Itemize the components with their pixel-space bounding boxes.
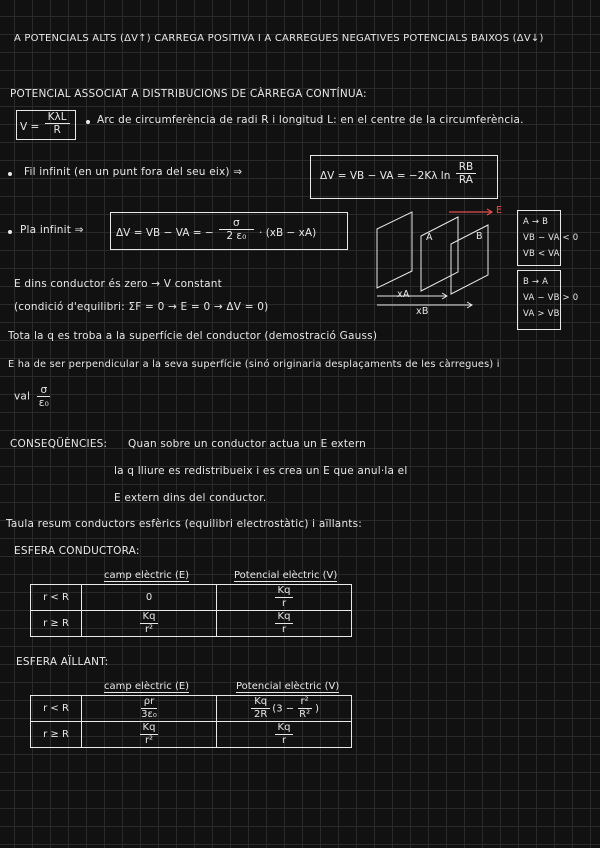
sc-row2-r: r ≥ R: [31, 611, 82, 637]
plane-1: [377, 212, 412, 288]
diagram-label-b: B: [476, 231, 483, 242]
si-row1-r: r < R: [31, 696, 82, 722]
box-ba-line2: VA − VB > 0: [523, 293, 579, 303]
consequences-line-1: Quan sobre un conductor actua un E extern: [128, 438, 367, 450]
planes-diagram: [0, 0, 1, 1]
sc-row1-r: r < R: [31, 585, 82, 611]
si-row2-v: [217, 722, 352, 748]
si-row1-v-den: 2R: [253, 709, 268, 720]
box-ab-line1: A → B: [523, 217, 549, 227]
box-ba-line3: VA > VB: [523, 309, 560, 319]
si-col1-header: camp elèctric (E): [104, 681, 190, 692]
field-arrow: [449, 209, 492, 215]
arc-bullet: [86, 120, 90, 124]
si-row1-e-den: 3ε₀: [141, 709, 157, 720]
sc-row1-v-num: Kq: [275, 585, 294, 598]
sphere-conductor-table: [30, 584, 352, 637]
plane-frac-den: 2 ε₀: [226, 230, 247, 242]
consequences-line-2: la q lliure es redistribueix i es crea un E que anul·la el: [114, 465, 408, 477]
table-row: [31, 611, 352, 637]
conductor-val-den: ε₀: [38, 397, 50, 409]
wire-bullet: [8, 172, 12, 176]
plane-bullet: [8, 230, 12, 234]
wire-description: Fil infinit (en un punt fora del seu eix) ⇒: [24, 166, 243, 178]
wire-formula: ΔV = VB − VA = −2Kλ ln: [320, 170, 451, 182]
sc-row2-e: [82, 611, 217, 637]
sc-row2-v-den: r: [281, 624, 287, 635]
conductor-line-1: E dins conductor és zero → V constant: [14, 278, 222, 290]
si-col2-header: Potencial elèctric (V): [236, 681, 340, 692]
plane-description: Pla infinit ⇒: [20, 224, 84, 236]
conductor-line-2: (condició d'equilibri: ΣF = 0 → E = 0 → ΔV = 0): [14, 301, 269, 313]
conductor-line-3: Tota la q es troba a la superfície del conductor (demostració Gauss): [8, 330, 378, 342]
table-row: [31, 585, 352, 611]
plane-formula-box: [110, 212, 348, 250]
wire-frac-den: RA: [458, 174, 473, 186]
si-row1-v-num: Kq: [251, 696, 270, 709]
si-row2-e: [82, 722, 217, 748]
diagram-label-xb: xB: [416, 306, 429, 317]
plane-formula-rhs: · (xB − xA): [259, 227, 317, 239]
box-ba-line1: B → A: [523, 277, 549, 287]
si-row2-r: r ≥ R: [31, 722, 82, 748]
consequences-label: CONSEQÜÈNCIES:: [10, 438, 108, 450]
arc-formula-den: R: [53, 124, 61, 136]
sc-row2-e-den: r²: [144, 624, 154, 635]
arc-formula-num: KλL: [45, 111, 70, 124]
arc-formula-fraction: [45, 111, 70, 136]
wire-frac-num: RB: [456, 161, 477, 174]
wire-formula-fraction: [456, 161, 477, 186]
wire-formula-box: [310, 155, 498, 199]
field-label: E: [496, 205, 503, 216]
arc-formula-lhs: V =: [20, 121, 40, 133]
box-ab-line2: VB − VA < 0: [523, 233, 579, 243]
sc-row2-e-num: Kq: [140, 611, 159, 624]
arc-formula-box: [16, 110, 76, 140]
direction-box-ba: [517, 270, 579, 330]
conductor-val-num: σ: [37, 384, 50, 397]
conductor-line-4: E ha de ser perpendicular a la seva superfície (sinó originaria desplaçaments de les càrregues) i: [8, 359, 500, 370]
table-row: [31, 722, 352, 748]
conductor-val-fraction: [36, 384, 52, 409]
si-row1-v-close: ): [315, 703, 319, 715]
arc-description: Arc de circumferència de radi R i longitud L: en el centre de la circumferència.: [97, 114, 524, 126]
sc-col2-header: Potencial elèctric (V): [234, 570, 338, 581]
si-row2-v-den: r: [281, 735, 287, 746]
table-row: [31, 696, 352, 722]
conductor-val-label: val: [14, 390, 31, 403]
sphere-insulator-title: ESFERA AÏLLANT:: [16, 656, 109, 668]
sc-row2-v-num: Kq: [275, 611, 294, 624]
sc-row1-v-den: r: [281, 598, 287, 609]
diagram-label-a: A: [426, 232, 433, 243]
consequences-line-3: E extern dins del conductor.: [114, 492, 267, 504]
section-title: POTENCIAL ASSOCIAT A DISTRIBUCIONS DE CÀRREGA CONTÍNUA:: [10, 88, 367, 100]
diagram-label-xa: xA: [397, 289, 410, 300]
si-row1-e: [82, 696, 217, 722]
si-row2-e-den: r²: [144, 735, 154, 746]
plane-formula-fraction: [219, 217, 254, 242]
plane-frac-num: σ: [219, 217, 254, 230]
sc-col1-header: camp elèctric (E): [104, 570, 190, 581]
si-row2-e-num: Kq: [140, 722, 159, 735]
si-row1-v: [217, 696, 352, 722]
si-row1-v-paren: (3 −: [272, 703, 295, 715]
plane-a: [421, 217, 458, 291]
plane-formula-lhs: ΔV = VB − VA = −: [116, 227, 214, 239]
intro-text: A POTENCIALS ALTS (ΔV↑) CARREGA POSITIVA I A CARREGUES NEGATIVES POTENCIALS BAIXOS (ΔV↓): [14, 33, 544, 44]
si-row2-v-num: Kq: [275, 722, 294, 735]
direction-box-ab: [517, 210, 579, 266]
summary-title: Taula resum conductors esfèrics (equilibri electrostàtic) i aïllants:: [6, 518, 363, 530]
sc-row2-v: [217, 611, 352, 637]
sc-row1-v: [217, 585, 352, 611]
si-row1-v-in-num: r²: [298, 696, 312, 709]
sc-row1-e: 0: [82, 585, 217, 611]
si-row1-e-num: ρr: [141, 696, 157, 709]
sphere-conductor-title: ESFERA CONDUCTORA:: [14, 545, 140, 557]
conductor-line-5: [14, 384, 54, 409]
box-ab-line3: VB < VA: [523, 249, 560, 259]
sphere-insulator-table: [30, 695, 352, 748]
si-row1-v-in-den: R²: [299, 709, 311, 720]
